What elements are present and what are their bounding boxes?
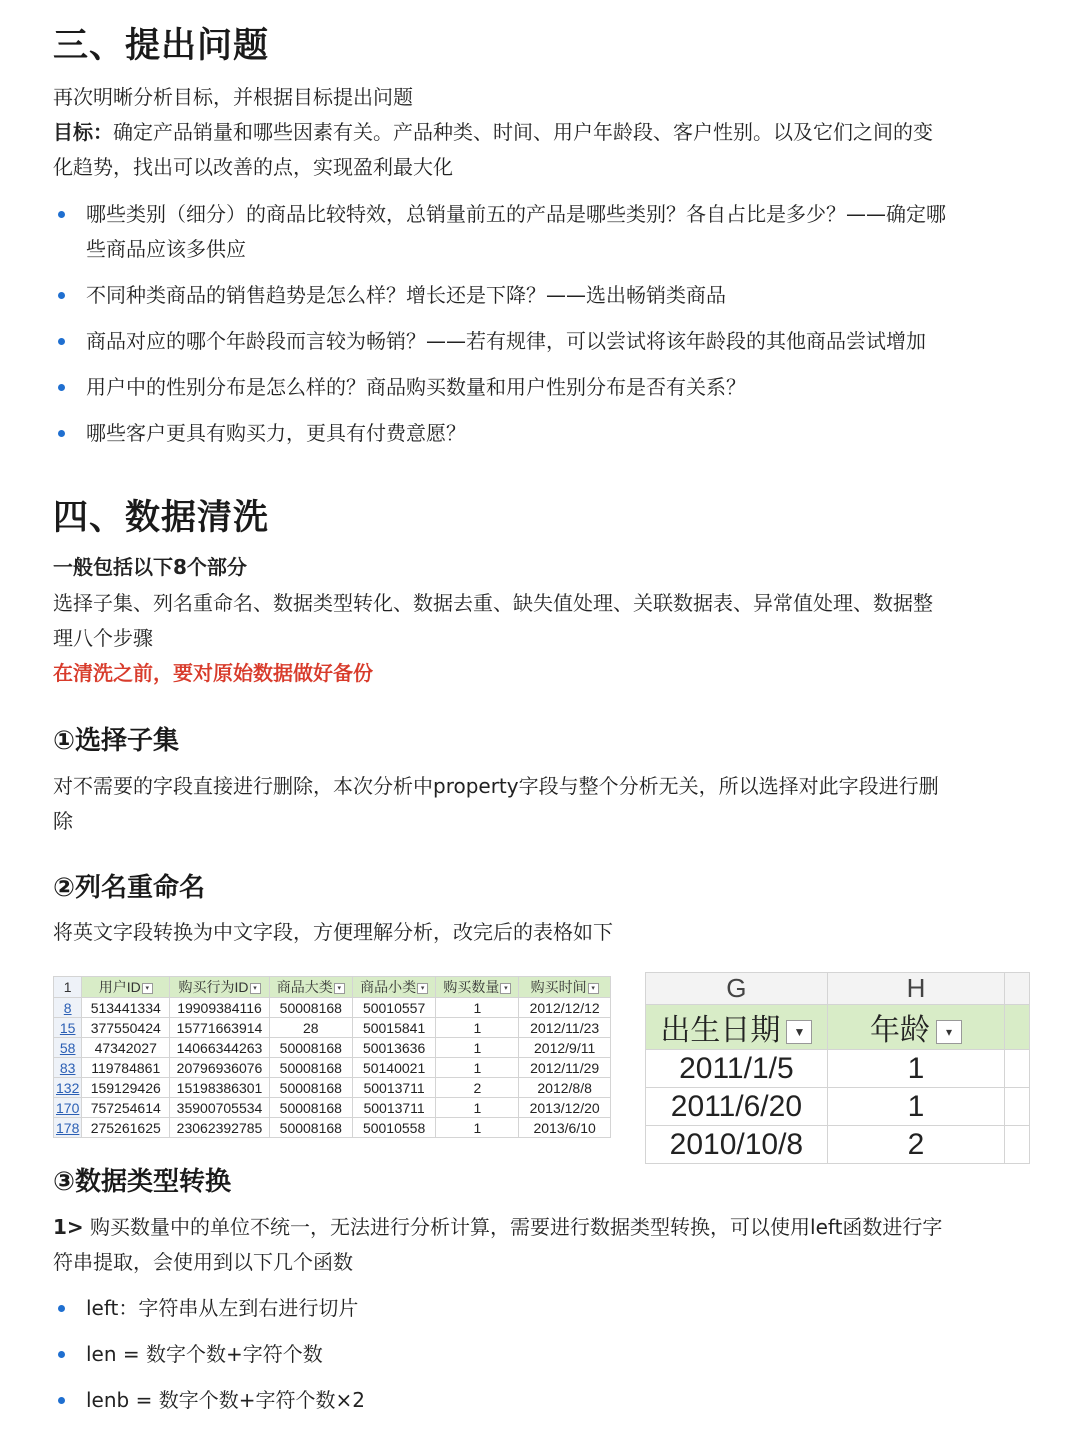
table-row (54, 1018, 611, 1038)
bullet-text: left：字符串从左到右进行切片 (86, 1296, 359, 1320)
list-item (53, 1337, 1028, 1372)
sheet2-table (645, 972, 1030, 1164)
step3-text (53, 1210, 1028, 1245)
table-cell: 1 (436, 1058, 519, 1078)
header-label: 商品大类 (276, 979, 333, 995)
section4-title: 四、数据清洗 (53, 498, 270, 538)
bullet-text: 用户中的性别分布是怎么样的？商品购买数量和用户性别分布是否有关系？ (86, 375, 746, 399)
section4-steps: 选择子集、列名重命名、数据类型转化、数据去重、缺失值处理、关联数据表、异常值处理、数据整 (53, 591, 933, 615)
row-number: 58 (54, 1038, 82, 1058)
table-cell: 15771663914 (170, 1018, 270, 1038)
goal-text: 确定产品销量和哪些因素有关。产品种类、时间、用户年龄段、客户性别。以及它们之间的变 (113, 120, 933, 144)
list-item (53, 1291, 1028, 1326)
table-cell: 2 (436, 1078, 519, 1098)
column-letter: G (646, 973, 828, 1005)
header-label: 商品小类 (360, 979, 417, 995)
table-cell: 2013/12/20 (519, 1098, 611, 1118)
bullet-text: len = 数字个数+字符个数 (86, 1342, 323, 1366)
table-cell: 2012/12/12 (519, 998, 611, 1018)
bullet-text: 不同种类商品的销售趋势是怎么样？增长还是下降？——选出畅销类商品 (86, 283, 726, 307)
table-cell: 1 (436, 1118, 519, 1138)
table-row (54, 998, 611, 1018)
table-cell: 2013/6/10 (519, 1118, 611, 1138)
row-number: 83 (54, 1058, 82, 1078)
table-cell: 50013636 (352, 1038, 436, 1058)
table-cell: 2012/8/8 (519, 1078, 611, 1098)
table-cell: 50015841 (352, 1018, 436, 1038)
table-cell: 14066344263 (170, 1038, 270, 1058)
renamed-columns-sheet (53, 972, 611, 1136)
list-item (53, 1383, 1028, 1418)
filter-active-icon[interactable]: ▼ (786, 1020, 812, 1044)
table-cell: 50010558 (352, 1118, 436, 1138)
header-label: 年龄 (869, 1014, 930, 1047)
table-cell: 275261625 (82, 1118, 170, 1138)
empty-cell (1005, 1050, 1030, 1088)
header-label: 购买时间 (530, 979, 587, 995)
table-cell: 50008168 (269, 1098, 352, 1118)
filter-dropdown-icon[interactable]: ▾ (417, 983, 428, 994)
table-cell: 2012/11/29 (519, 1058, 611, 1078)
table-row (54, 1078, 611, 1098)
filter-dropdown-icon[interactable]: ▾ (142, 983, 153, 994)
bullet-text: 哪些客户更具有购买力，更具有付费意愿？ (86, 421, 466, 445)
age-cell: 2 (827, 1126, 1004, 1164)
step1-text-cont: 除 (53, 809, 73, 833)
step3-text-cont: 符串提取，会使用到以下几个函数 (53, 1250, 353, 1274)
table-row (54, 1038, 611, 1058)
table-cell: 50008168 (269, 1118, 352, 1138)
sheet1-body (54, 998, 611, 1138)
table-cell: 15198386301 (170, 1078, 270, 1098)
list-item (53, 416, 1028, 451)
backup-warning: 在清洗之前，要对原始数据做好备份 (53, 661, 373, 685)
row-number: 1 (54, 973, 82, 998)
empty-cell (1005, 1005, 1030, 1050)
header-label: 购买行为ID (178, 979, 249, 995)
empty-cell (1005, 1088, 1030, 1126)
table-cell: 50008168 (269, 998, 352, 1018)
bullet-text: 哪些类别（细分）的商品比较特效，总销量前五的产品是哪些类别？各自占比是多少？——确定哪 (86, 202, 946, 226)
column-letter: H (827, 973, 1004, 1005)
function-list (53, 1291, 1028, 1418)
bullet-text: lenb = 数字个数+字符个数×2 (86, 1388, 365, 1412)
header-label: 购买数量 (443, 979, 500, 995)
header-cell (646, 1005, 828, 1050)
table-cell: 159129426 (82, 1078, 170, 1098)
table-cell: 1 (436, 1038, 519, 1058)
row-number: 15 (54, 1018, 82, 1038)
table-cell: 377550424 (82, 1018, 170, 1038)
birth-date-cell: 2011/6/20 (646, 1088, 828, 1126)
step3-label: 1> (53, 1215, 84, 1239)
row-number: 178 (54, 1118, 82, 1138)
header-cell (827, 1005, 1004, 1050)
sheet-crop-edge (53, 972, 611, 977)
age-cell: 1 (827, 1050, 1004, 1088)
section3-goal-cont: 化趋势，找出可以改善的点，实现盈利最大化 (53, 155, 453, 179)
table-row (54, 1058, 611, 1078)
table-cell: 50013711 (352, 1098, 436, 1118)
table-cell: 513441334 (82, 998, 170, 1018)
section4-steps-cont: 理八个步骤 (53, 626, 153, 650)
list-item (53, 278, 1028, 313)
row-number: 8 (54, 998, 82, 1018)
age-cell: 1 (827, 1088, 1004, 1126)
table-cell: 47342027 (82, 1038, 170, 1058)
table-row (54, 1118, 611, 1138)
filter-dropdown-icon[interactable]: ▾ (936, 1020, 962, 1044)
birth-date-cell: 2011/1/5 (646, 1050, 828, 1088)
list-item (53, 370, 1028, 405)
filter-dropdown-icon[interactable]: ▾ (334, 983, 345, 994)
section3-question-list (53, 197, 1028, 451)
table-row (54, 1098, 611, 1118)
section3-title: 三、提出问题 (53, 26, 270, 66)
table-cell: 19909384116 (170, 998, 270, 1018)
table-cell: 119784861 (82, 1058, 170, 1078)
table-cell: 50008168 (269, 1038, 352, 1058)
step1-text: 对不需要的字段直接进行删除，本次分析中property字段与整个分析无关，所以选择对此字段进行删 (53, 774, 939, 798)
table-cell: 50140021 (352, 1058, 436, 1078)
section3-goal (53, 115, 1028, 150)
table-cell: 20796936076 (170, 1058, 270, 1078)
filter-dropdown-icon[interactable]: ▾ (588, 983, 599, 994)
table-cell: 1 (436, 1018, 519, 1038)
section3-intro: 再次明晰分析目标，并根据目标提出问题 (53, 85, 413, 109)
filter-dropdown-icon[interactable]: ▾ (250, 983, 261, 994)
section4-subtitle: 一般包括以下8个部分 (53, 555, 247, 579)
filter-dropdown-icon[interactable]: ▾ (500, 983, 511, 994)
list-item (53, 197, 1028, 267)
row-number: 132 (54, 1078, 82, 1098)
table-cell: 50010557 (352, 998, 436, 1018)
table-cell: 28 (269, 1018, 352, 1038)
table-cell: 2012/11/23 (519, 1018, 611, 1038)
birth-age-sheet (645, 972, 1030, 1161)
table-cell: 1 (436, 1098, 519, 1118)
table-cell: 23062392785 (170, 1118, 270, 1138)
table-cell: 50008168 (269, 1058, 352, 1078)
table-cell: 2012/9/11 (519, 1038, 611, 1058)
step3-title: ③数据类型转换 (53, 1167, 232, 1197)
step1-title: ①选择子集 (53, 726, 180, 756)
list-item (53, 324, 1028, 359)
step2-text: 将英文字段转换为中文字段，方便理解分析，改完后的表格如下 (53, 920, 613, 944)
header-label: 用户ID (98, 979, 141, 995)
header-label: 出生日期 (660, 1014, 781, 1047)
step3-text-body: 购买数量中的单位不统一，无法进行分析计算，需要进行数据类型转换，可以使用left函数进行字 (83, 1215, 943, 1239)
row-number: 170 (54, 1098, 82, 1118)
empty-cell (1005, 973, 1030, 1005)
step2-title: ②列名重命名 (53, 873, 206, 903)
table-cell: 50013711 (352, 1078, 436, 1098)
empty-cell (1005, 1126, 1030, 1164)
table-cell: 35900705534 (170, 1098, 270, 1118)
table-cell: 1 (436, 998, 519, 1018)
birth-date-cell: 2010/10/8 (646, 1126, 828, 1164)
sheet1-table (53, 972, 611, 1138)
table-cell: 50008168 (269, 1078, 352, 1098)
goal-label: 目标： (53, 120, 113, 144)
bullet-text: 商品对应的哪个年龄段而言较为畅销？——若有规律，可以尝试将该年龄段的其他商品尝试增加 (86, 329, 926, 353)
bullet-text: 些商品应该多供应 (86, 237, 246, 261)
table-cell: 757254614 (82, 1098, 170, 1118)
